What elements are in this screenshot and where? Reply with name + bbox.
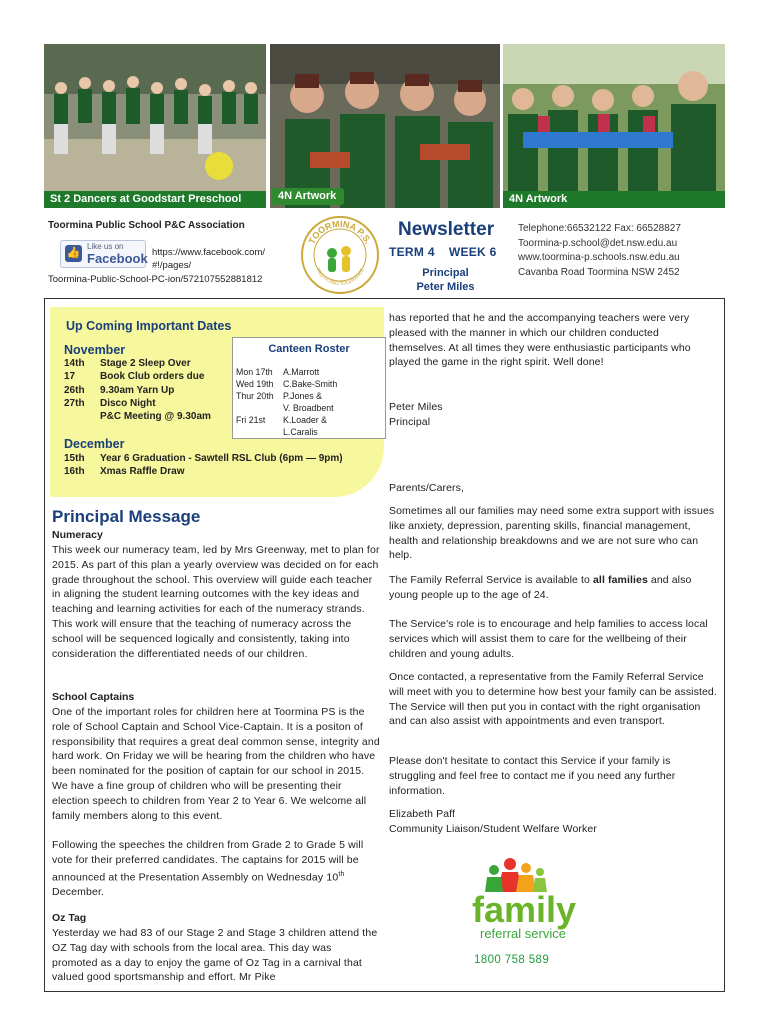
principal-signoff-name: Peter Miles <box>389 401 443 413</box>
school-captains-vote-paragraph <box>52 838 380 900</box>
people-figures-icon <box>485 858 547 892</box>
photo-dancers <box>44 44 266 208</box>
month-november: November <box>64 343 126 357</box>
frs-intro-paragraph: Sometimes all our families may need some extra support with issues like anxiety, depression, parenting skills, financial management, health and relationship breakdowns and we are not sure who can help. <box>389 505 715 562</box>
school-captains-heading: School Captains <box>52 691 135 703</box>
photo-artwork-1 <box>270 44 500 208</box>
numeracy-paragraph: This week our numeracy team, led by Mrs Greenway, met to plan for 2015. As part of this plan a yearly overview was decided on for each grade throughout the school. This overview will guide each teacher in aligning the student learning outcomes with the key ideas and teaching and learning activities for each of the numeracy strands. This work will ensure that the teaching of numeracy across the school will be sequenced logically and consistently, taking into consideration the differentiated needs of our children. <box>52 544 380 660</box>
facebook-like-button[interactable] <box>60 240 146 268</box>
roster-names: P.Jones & <box>283 391 322 401</box>
contact-website[interactable]: www.toormina-p.schools.nsw.edu.au <box>518 252 680 263</box>
oz-tag-continued-paragraph: has reported that he and the accompanying teachers were very pleased with the manner in which our children conducted themselves. At all times they were enthusiastic participants who played the game in the right spirit. Well done! <box>389 312 691 369</box>
school-contact-block <box>518 222 681 280</box>
oz-tag-heading: Oz Tag <box>52 912 87 924</box>
frs-logo-word: family <box>472 889 577 930</box>
photo-caption: 4N Artwork <box>503 191 725 208</box>
principal-role: Principal <box>422 267 469 279</box>
roster-names: L.Caralis <box>283 427 318 437</box>
event-day: 26th <box>64 385 85 396</box>
roster-names: C.Bake-Smith <box>283 379 338 389</box>
roster-day: Fri 21st <box>236 415 266 425</box>
event-day: 14th <box>64 358 85 369</box>
oz-tag-paragraph: Yesterday we had 83 of our Stage 2 and Stage 3 children attend the OZ Tag day with schools from the local area. This day was promoted as a day to enjoy the game of Oz Tag in a carnival that valued good sportsmanship and effort. Mr Pike <box>52 927 378 984</box>
event-text: Xmas Raffle Draw <box>100 466 185 477</box>
upcoming-dates-panel <box>50 307 384 497</box>
frs-logo-subtitle: referral service <box>480 926 566 941</box>
artwork-photo-image <box>503 44 725 191</box>
ordinal-suffix: th <box>338 870 345 878</box>
facebook-url-line[interactable]: https://www.facebook.com/ <box>152 247 265 258</box>
event-text: Disco Night <box>100 398 156 409</box>
event-text: 9.30am Yarn Up <box>100 385 175 396</box>
contact-address: Cavanba Road Toormina NSW 2452 <box>518 266 680 278</box>
welfare-signoff-name: Elizabeth Paff <box>389 808 455 820</box>
captains-vote-end: December. <box>52 885 105 898</box>
term-label: TERM 4 <box>389 245 435 259</box>
newsletter-title: Newsletter <box>398 219 495 240</box>
roster-names: V. Broadbent <box>283 403 334 413</box>
term-week <box>389 245 511 259</box>
school-captains-paragraph: One of the important roles for children here at Toormina PS is the role of School Captain and School Vice-Captain. It is a positon of responsibility that requires a great deal common sense, integrity and hard work. On Friday we will be hearing from the children who have been nominated for the position of captain for our school in 2015. We have a fine group of children who will be presenting their election speech to children from Year 2 to Year 6. We welcome all family members along to this event. <box>52 706 380 822</box>
facebook-url-line[interactable]: Toormina-Public-School-PC-ion/572107552881812 <box>48 274 263 285</box>
frs-phone-number[interactable]: 1800 758 589 <box>474 954 550 966</box>
week-label: WEEK 6 <box>448 245 497 259</box>
event-day: 27th <box>64 398 85 409</box>
month-december: December <box>64 437 125 451</box>
pc-association-title: Toormina Public School P&C Association <box>48 220 245 231</box>
canteen-roster-title: Canteen Roster <box>268 343 350 355</box>
logo-motto-text: TRUTH AND TOLERANCE <box>314 267 366 288</box>
artwork-photo-image <box>270 44 500 208</box>
welfare-signoff-role: Community Liaison/Student Welfare Worker <box>389 823 597 835</box>
dancers-photo-image <box>44 44 266 191</box>
upcoming-dates-title: Up Coming Important Dates <box>66 319 232 333</box>
principal-name: Peter Miles <box>416 281 475 293</box>
event-day: 15th <box>64 453 85 464</box>
frs-contact-process-paragraph: Once contacted, a representative from the Family Referral Service will meet with you to determine how best your family can be assisted. The Service will then put you in contact with the right organisation and can also assist with appointments and even transport. <box>389 671 717 728</box>
principal-message-title: Principal Message <box>52 507 201 526</box>
numeracy-heading: Numeracy <box>52 529 103 541</box>
school-logo <box>300 215 380 295</box>
roster-names: A.Marrott <box>283 367 320 377</box>
roster-day: Thur 20th <box>236 391 274 401</box>
event-text: Stage 2 Sleep Over <box>100 358 191 369</box>
principal-signoff-role: Principal <box>389 416 431 428</box>
canteen-roster <box>232 337 386 439</box>
frs-availability-end: and also young people up to the age of 24. <box>389 574 692 601</box>
frs-help-paragraph: Please don't hesitate to contact this Service if your family is struggling and feel free to contact me if you need any further information. <box>389 755 676 797</box>
facebook-badge-line2: Facebook <box>87 251 148 266</box>
facebook-url-line[interactable]: #!/pages/ <box>152 260 192 271</box>
frs-availability-paragraph <box>389 573 719 603</box>
event-day: 16th <box>64 466 85 477</box>
roster-names: K.Loader & <box>283 415 328 425</box>
photo-artwork-2 <box>503 44 725 208</box>
event-text: Year 6 Graduation - Sawtell RSL Club (6pm — 9pm) <box>100 453 343 464</box>
logo-name-text: TOORMINA P.S. <box>306 218 374 246</box>
photo-caption: 4N Artwork <box>272 188 344 205</box>
photo-caption: St 2 Dancers at Goodstart Preschool <box>44 191 266 208</box>
event-text: Book Club orders due <box>100 371 205 382</box>
facebook-badge-line1: Like us on <box>87 242 124 251</box>
event-text: P&C Meeting @ 9.30am <box>100 411 211 422</box>
family-referral-service-logo <box>470 856 610 946</box>
event-day: 17 <box>64 371 76 382</box>
contact-email[interactable]: Toormina-p.school@det.nsw.edu.au <box>518 237 678 249</box>
parents-greeting: Parents/Carers, <box>389 482 465 494</box>
contact-phone-fax: Telephone:66532122 Fax: 66528827 <box>518 223 681 234</box>
roster-day: Wed 19th <box>236 379 274 389</box>
frs-role-paragraph: The Service's role is to encourage and help families to access local services which will assist them to care for the wellbeing of their children and young adults. <box>389 618 708 660</box>
thumbs-up-icon: 👍 <box>65 245 82 262</box>
roster-day: Mon 17th <box>236 367 273 377</box>
frs-availability-text: The Family Referral Service is available to <box>389 574 593 586</box>
captains-vote-text: Following the speeches the children from Grade 2 to Grade 5 will vote for their preferred candidates. The captains for 2015 will be announced at the Presentation Assembly on Wednesday 10 <box>52 839 364 884</box>
frs-availability-emphasis: all families <box>592 574 648 586</box>
